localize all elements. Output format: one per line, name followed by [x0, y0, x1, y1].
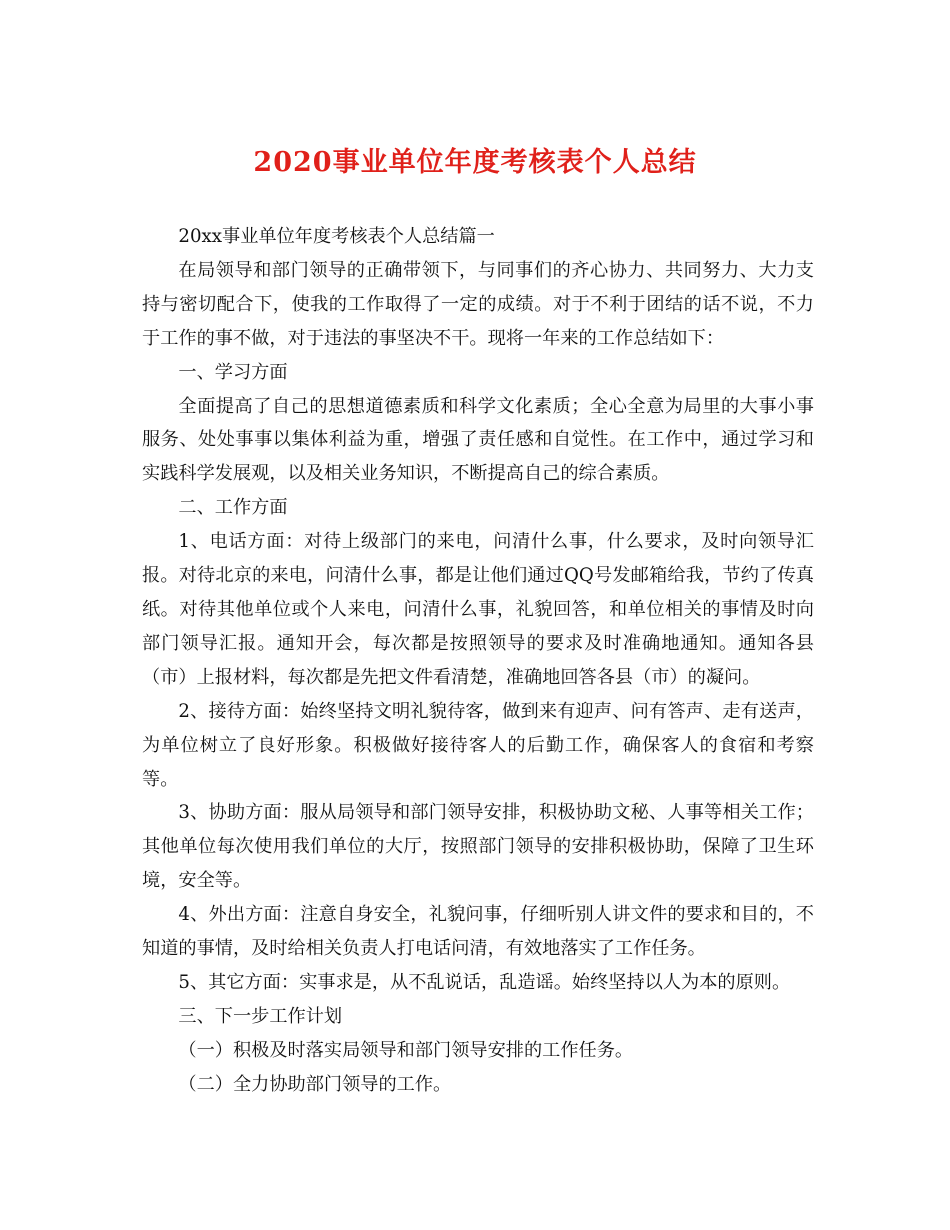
paragraph-outing: 4、外出方面：注意自身安全，礼貌问事，仔细听别人讲文件的要求和目的，不知道的事情，及时给相关负责人打电话问清，有效地落实了工作任务。 [142, 904, 814, 960]
paragraph-intro: 在局领导和部门领导的正确带领下，与同事们的齐心协力、共同努力、大力支持与密切配合下，使我的工作取得了一定的成绩。对于不利于团结的话不说，不力于工作的事不做，对于违法的事坚决不干。现将一年来的工作总结如下： [142, 259, 814, 349]
document-body [142, 220, 814, 1102]
paragraph-study: 全面提高了自己的思想道德素质和科学文化素质；全心全意为局里的大事小事服务、处处事事以集体利益为重，增强了责任感和自觉性。在工作中，通过学习和实践科学发展观，以及相关业务知识，不断提高自己的综合素质。 [142, 395, 814, 485]
paragraph-assist: 3、协助方面：服从局领导和部门领导安排，积极协助文秘、人事等相关工作；其他单位每次使用我们单位的大厅，按照部门领导的安排积极协助，保障了卫生环境，安全等。 [142, 802, 814, 892]
section-heading-work: 二、工作方面 [178, 497, 288, 519]
paragraph-other: 5、其它方面：实事求是，从不乱说话，乱造谣。始终坚持以人为本的原则。 [178, 971, 791, 993]
paragraph-phone: 1、电话方面：对待上级部门的来电，问清什么事，什么要求，及时向领导汇报。对待北京的来电，问清什么事，都是让他们通过QQ号发邮箱给我，节约了传真纸。对待其他单位或个人来电，问清什么事，礼貌回答，和单位相关的事情及时向部门领导汇报。通知开会，每次都是按照领导的要求及时准确地通知。通知各县（市）上报材料，每次都是先把文件看清楚，准确地回答各县（市）的凝问。 [142, 531, 814, 688]
section-heading-plan: 三、下一步工作计划 [178, 1005, 343, 1027]
section-heading-article: 20xx事业单位年度考核表个人总结篇一 [178, 226, 495, 247]
document-title: 2020事业单位年度考核表个人总结 [253, 147, 697, 178]
plan-item-2: （二）全力协助部门领导的工作。 [178, 1073, 452, 1095]
plan-item-1: （一）积极及时落实局领导和部门领导安排的工作任务。 [178, 1039, 634, 1061]
section-heading-study: 一、学习方面 [178, 361, 288, 383]
paragraph-reception: 2、接待方面：始终坚持文明礼貌待客，做到来有迎声、问有答声、走有送声，为单位树立了良好形象。积极做好接待客人的后勤工作，确保客人的食宿和考察等。 [142, 700, 814, 790]
